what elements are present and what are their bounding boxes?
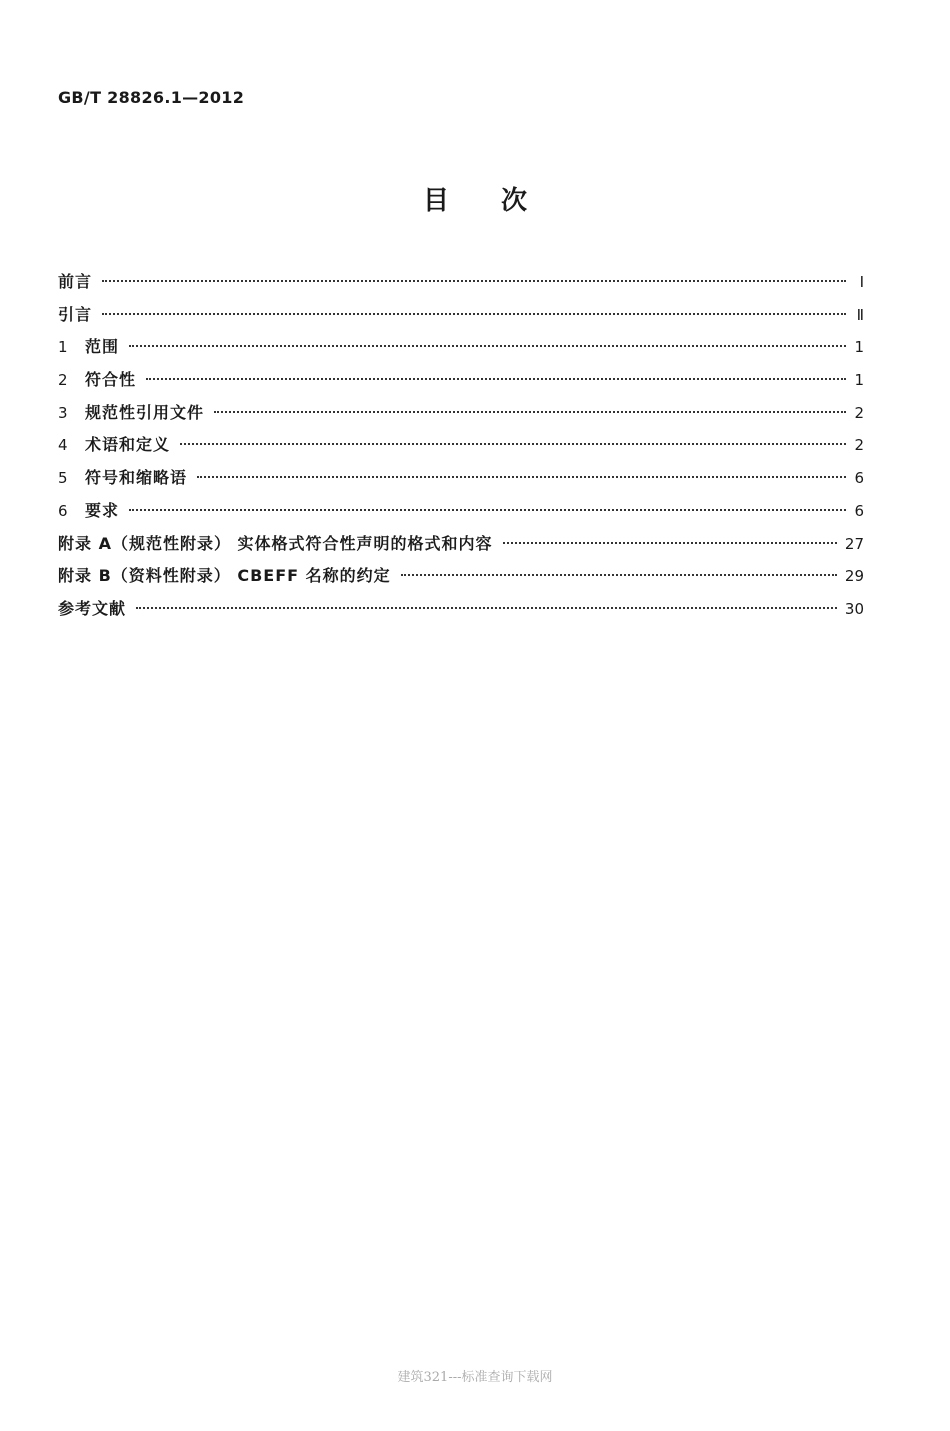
toc-entry-number: 5 [58, 469, 68, 488]
toc-entry-number: 3 [58, 403, 68, 422]
toc-entry-label: 引言 [58, 304, 93, 324]
toc-entry-label: 附录 A（规范性附录） 实体格式符合性声明的格式和内容 [58, 533, 493, 553]
toc-entry[interactable] [58, 266, 864, 299]
toc-entry[interactable] [58, 593, 864, 626]
toc-entry-page: 2 [854, 403, 864, 422]
toc-entry-label: 符号和缩略语 [85, 468, 188, 488]
toc-entry[interactable] [58, 429, 864, 462]
toc-leader-dots [401, 574, 837, 576]
toc-leader-dots [180, 443, 846, 445]
toc-leader-dots [129, 509, 846, 511]
toc-entry[interactable] [58, 331, 864, 364]
toc-entry-label: 附录 B（资料性附录） CBEFF 名称的约定 [58, 566, 391, 586]
toc-entry-page: Ⅰ [859, 273, 864, 291]
toc-entry-label: 要求 [85, 500, 120, 520]
toc-entry-number: 4 [58, 436, 68, 455]
toc-leader-dots [503, 542, 837, 544]
toc-leader-dots [102, 280, 846, 282]
toc-leader-dots [102, 313, 846, 315]
toc-entry-number: 1 [58, 338, 68, 357]
toc-entry-label: 参考文献 [58, 598, 127, 618]
page-title: 目次 [422, 186, 579, 216]
toc-entry[interactable] [58, 299, 864, 332]
toc-entry-label: 规范性引用文件 [85, 402, 205, 422]
toc-entry-number: 6 [58, 501, 68, 520]
standard-code: GB/T 28826.1—2012 [58, 88, 245, 107]
toc-entry-label: 术语和定义 [85, 435, 171, 455]
toc-entry-page: 27 [844, 534, 864, 553]
toc-entry[interactable] [58, 364, 864, 397]
toc-entry-page: 29 [844, 567, 864, 586]
toc-entry-page: 1 [854, 338, 864, 357]
table-of-contents [58, 266, 864, 626]
toc-leader-dots [146, 378, 846, 380]
toc-entry[interactable] [58, 528, 864, 561]
toc-entry-page: Ⅱ [856, 305, 864, 324]
toc-entry[interactable] [58, 462, 864, 495]
toc-entry-page: 30 [844, 599, 864, 618]
toc-leader-dots [129, 345, 846, 347]
toc-entry-page: 1 [854, 371, 864, 390]
toc-entry[interactable] [58, 560, 864, 593]
toc-leader-dots [136, 607, 837, 609]
toc-entry-page: 6 [854, 469, 864, 488]
toc-entry-label: 前言 [58, 272, 93, 291]
toc-leader-dots [214, 411, 846, 413]
toc-entry-number: 2 [58, 371, 68, 390]
toc-entry-page: 6 [854, 501, 864, 520]
toc-leader-dots [197, 476, 846, 478]
toc-entry[interactable] [58, 397, 864, 430]
toc-entry-label: 范围 [85, 337, 120, 357]
toc-entry[interactable] [58, 495, 864, 528]
footer-watermark: 建筑321---标准查询下载网 [397, 1370, 553, 1385]
toc-entry-page: 2 [854, 436, 864, 455]
toc-entry-label: 符合性 [85, 370, 137, 390]
